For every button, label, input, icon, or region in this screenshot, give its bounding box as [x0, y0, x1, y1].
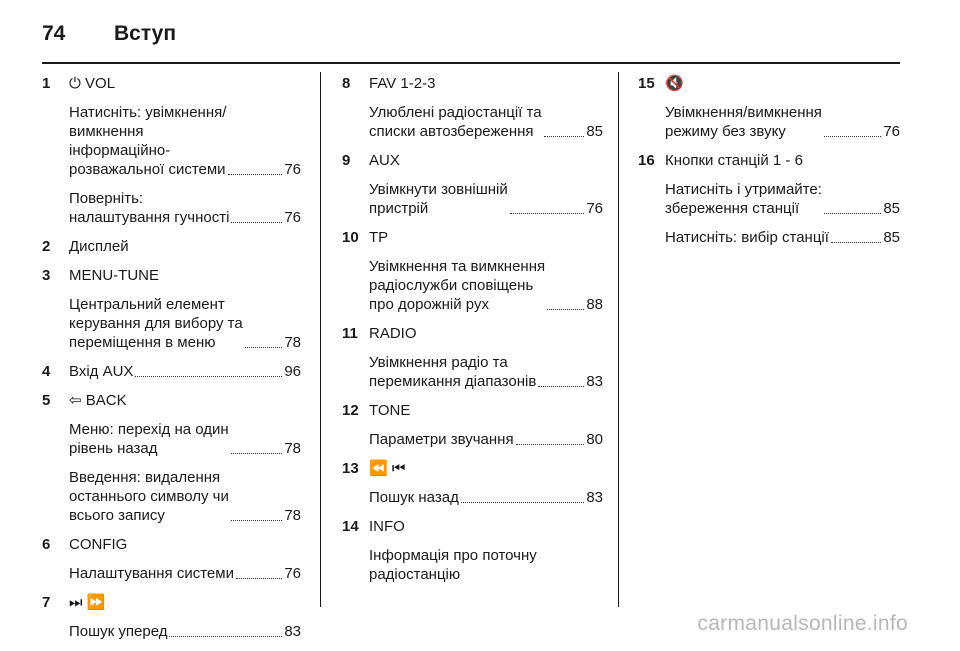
page-reference[interactable]: 76: [883, 123, 900, 140]
dot-leader: [824, 213, 881, 214]
item-number: 12: [342, 402, 359, 419]
column-divider: [320, 72, 321, 607]
item-number: 14: [342, 518, 359, 535]
page-header: [42, 14, 176, 54]
item-description: [69, 420, 301, 458]
dot-leader: [231, 520, 282, 521]
dot-leader: [228, 174, 282, 175]
item-number: 9: [342, 152, 351, 169]
description-text: Параметри звучання: [369, 431, 514, 448]
item-label: RADIO: [369, 325, 417, 342]
item-body: [369, 324, 603, 401]
description-text: Натисніть і утримайте: збереження станції: [665, 181, 822, 217]
description-text: Натисніть: увімкнення/ вимкнення інформаційно- розважальної системи: [69, 104, 227, 178]
item-description: [369, 180, 603, 218]
page-title: Вступ: [114, 22, 177, 45]
item-number: 13: [342, 460, 359, 477]
column-3: [638, 74, 900, 257]
dot-leader: [538, 386, 584, 387]
item-number: 8: [342, 75, 351, 92]
item-number: 4: [42, 363, 51, 380]
page-reference[interactable]: 96: [284, 363, 301, 380]
item-body: [369, 74, 603, 151]
page-reference[interactable]: 83: [586, 373, 603, 390]
page-reference[interactable]: 78: [284, 334, 301, 351]
description-text: Вхід AUX: [69, 363, 134, 380]
page-reference[interactable]: 88: [586, 296, 603, 313]
column-1: [42, 74, 301, 651]
page-reference[interactable]: 76: [284, 161, 301, 178]
description-text: Увімкнення/вимкнення режиму без звуку: [665, 104, 822, 140]
item-number: 1: [42, 75, 51, 92]
description-text: Натисніть: вибір станції: [665, 229, 829, 246]
item-label: FAV 1-2-3: [369, 75, 436, 92]
item-number: 11: [342, 325, 358, 342]
list-item: [638, 151, 900, 257]
list-item: [342, 151, 603, 228]
item-description: [369, 546, 603, 584]
description-text: Введення: видалення останнього символу чи всього запису: [69, 469, 229, 524]
item-label: CONFIG: [69, 536, 128, 553]
dot-leader: [547, 309, 584, 310]
item-body: [369, 228, 603, 324]
item-label: TP: [369, 229, 389, 246]
item-description: [69, 564, 301, 583]
item-number: 5: [42, 392, 51, 409]
item-body: [69, 593, 301, 651]
item-body: [69, 362, 301, 391]
item-body: [665, 74, 900, 151]
page-reference[interactable]: 85: [883, 200, 900, 217]
item-label: AUX: [369, 152, 400, 169]
page-reference[interactable]: 85: [883, 229, 900, 246]
item-number: 16: [638, 152, 655, 169]
watermark: carmanualsonline.info: [697, 612, 908, 635]
item-body: [369, 401, 603, 459]
description-text: Увімкнути зовнішній пристрій: [369, 181, 508, 217]
item-label: INFO: [369, 518, 405, 535]
item-description: [369, 488, 603, 507]
item-label: TONE: [369, 402, 411, 419]
item-label: ⏭ ⏩: [69, 594, 106, 611]
page-reference[interactable]: 76: [284, 565, 301, 582]
description-text: Налаштування системи: [69, 565, 234, 582]
item-description: [69, 103, 301, 179]
item-number: 3: [42, 267, 51, 284]
item-body: [69, 391, 301, 535]
item-description: [69, 295, 301, 352]
page-reference[interactable]: 78: [284, 507, 301, 524]
description-text: Улюблені радіостанції та списки автозбереження: [369, 104, 542, 140]
item-number: 7: [42, 594, 51, 611]
list-item: [342, 74, 603, 151]
item-body: [369, 151, 603, 228]
item-label: ⏪ ⏮: [369, 460, 406, 477]
item-label: 🔇: [665, 75, 684, 92]
list-item: [342, 228, 603, 324]
description-text: Увімкнення та вимкнення радіослужби сповіщень про дорожній рух: [369, 258, 546, 313]
dot-leader: [169, 636, 282, 637]
dot-leader: [135, 376, 282, 377]
header-rule: [42, 62, 900, 64]
description-text: Поверніть: налаштування гучності: [69, 190, 230, 226]
item-description: [369, 103, 603, 141]
list-item: [42, 535, 301, 593]
list-item: [42, 74, 301, 237]
item-description: [69, 468, 301, 525]
item-body: [69, 74, 301, 237]
list-item: [42, 593, 301, 651]
page-reference[interactable]: 85: [586, 123, 603, 140]
page-reference[interactable]: 76: [284, 209, 301, 226]
dot-leader: [516, 444, 585, 445]
item-number: 2: [42, 238, 51, 255]
list-item: [42, 391, 301, 535]
list-item: [42, 266, 301, 362]
dot-leader: [510, 213, 585, 214]
item-body: [369, 517, 603, 594]
dot-leader: [544, 136, 585, 137]
page-reference[interactable]: 78: [284, 440, 301, 457]
item-description: [69, 189, 301, 227]
column-divider: [618, 72, 619, 607]
item-description: [69, 622, 301, 641]
dot-leader: [231, 222, 282, 223]
page-reference[interactable]: 83: [284, 623, 301, 640]
description-text: Меню: перехід на один рівень назад: [69, 421, 229, 457]
list-item: [638, 74, 900, 151]
column-2: [342, 74, 603, 594]
item-body: [69, 535, 301, 593]
item-label: Дисплей: [69, 238, 129, 255]
item-number: 10: [342, 229, 359, 246]
item-label: ⏻ VOL: [69, 75, 116, 92]
item-number: 15: [638, 75, 655, 92]
description-text: Пошук уперед: [69, 623, 168, 640]
item-label: Кнопки станцій 1 - 6: [665, 152, 803, 169]
item-description: [69, 362, 301, 381]
list-item: [342, 517, 603, 594]
item-body: [369, 459, 603, 517]
list-item: [42, 362, 301, 391]
item-description: [665, 180, 900, 218]
item-description: [369, 257, 603, 314]
item-body: [69, 266, 301, 362]
list-item: [342, 324, 603, 401]
dot-leader: [236, 578, 282, 579]
item-body: [69, 237, 301, 266]
list-item: [342, 459, 603, 517]
item-number: 6: [42, 536, 51, 553]
list-item: [342, 401, 603, 459]
dot-leader: [231, 453, 283, 454]
page-number: 74: [42, 22, 66, 45]
item-description: [665, 103, 900, 141]
description-text: Увімкнення радіо та перемикання діапазонів: [369, 354, 537, 390]
page-reference[interactable]: 83: [586, 489, 603, 506]
description-text: Пошук назад: [369, 489, 459, 506]
description-text: Інформація про поточну радіостанцію: [369, 547, 537, 583]
item-body: [665, 151, 900, 257]
item-description: [665, 228, 900, 247]
item-description: [369, 430, 603, 449]
item-description: [369, 353, 603, 391]
page-reference[interactable]: 80: [586, 431, 603, 448]
dot-leader: [461, 502, 584, 503]
description-text: Центральний елемент керування для вибору та переміщення в меню: [69, 296, 243, 351]
item-label: MENU-TUNE: [69, 267, 159, 284]
dot-leader: [831, 242, 881, 243]
dot-leader: [245, 347, 283, 348]
item-label: ⇦ BACK: [69, 392, 127, 409]
list-item: [42, 237, 301, 266]
dot-leader: [824, 136, 881, 137]
page-reference[interactable]: 76: [586, 200, 603, 217]
